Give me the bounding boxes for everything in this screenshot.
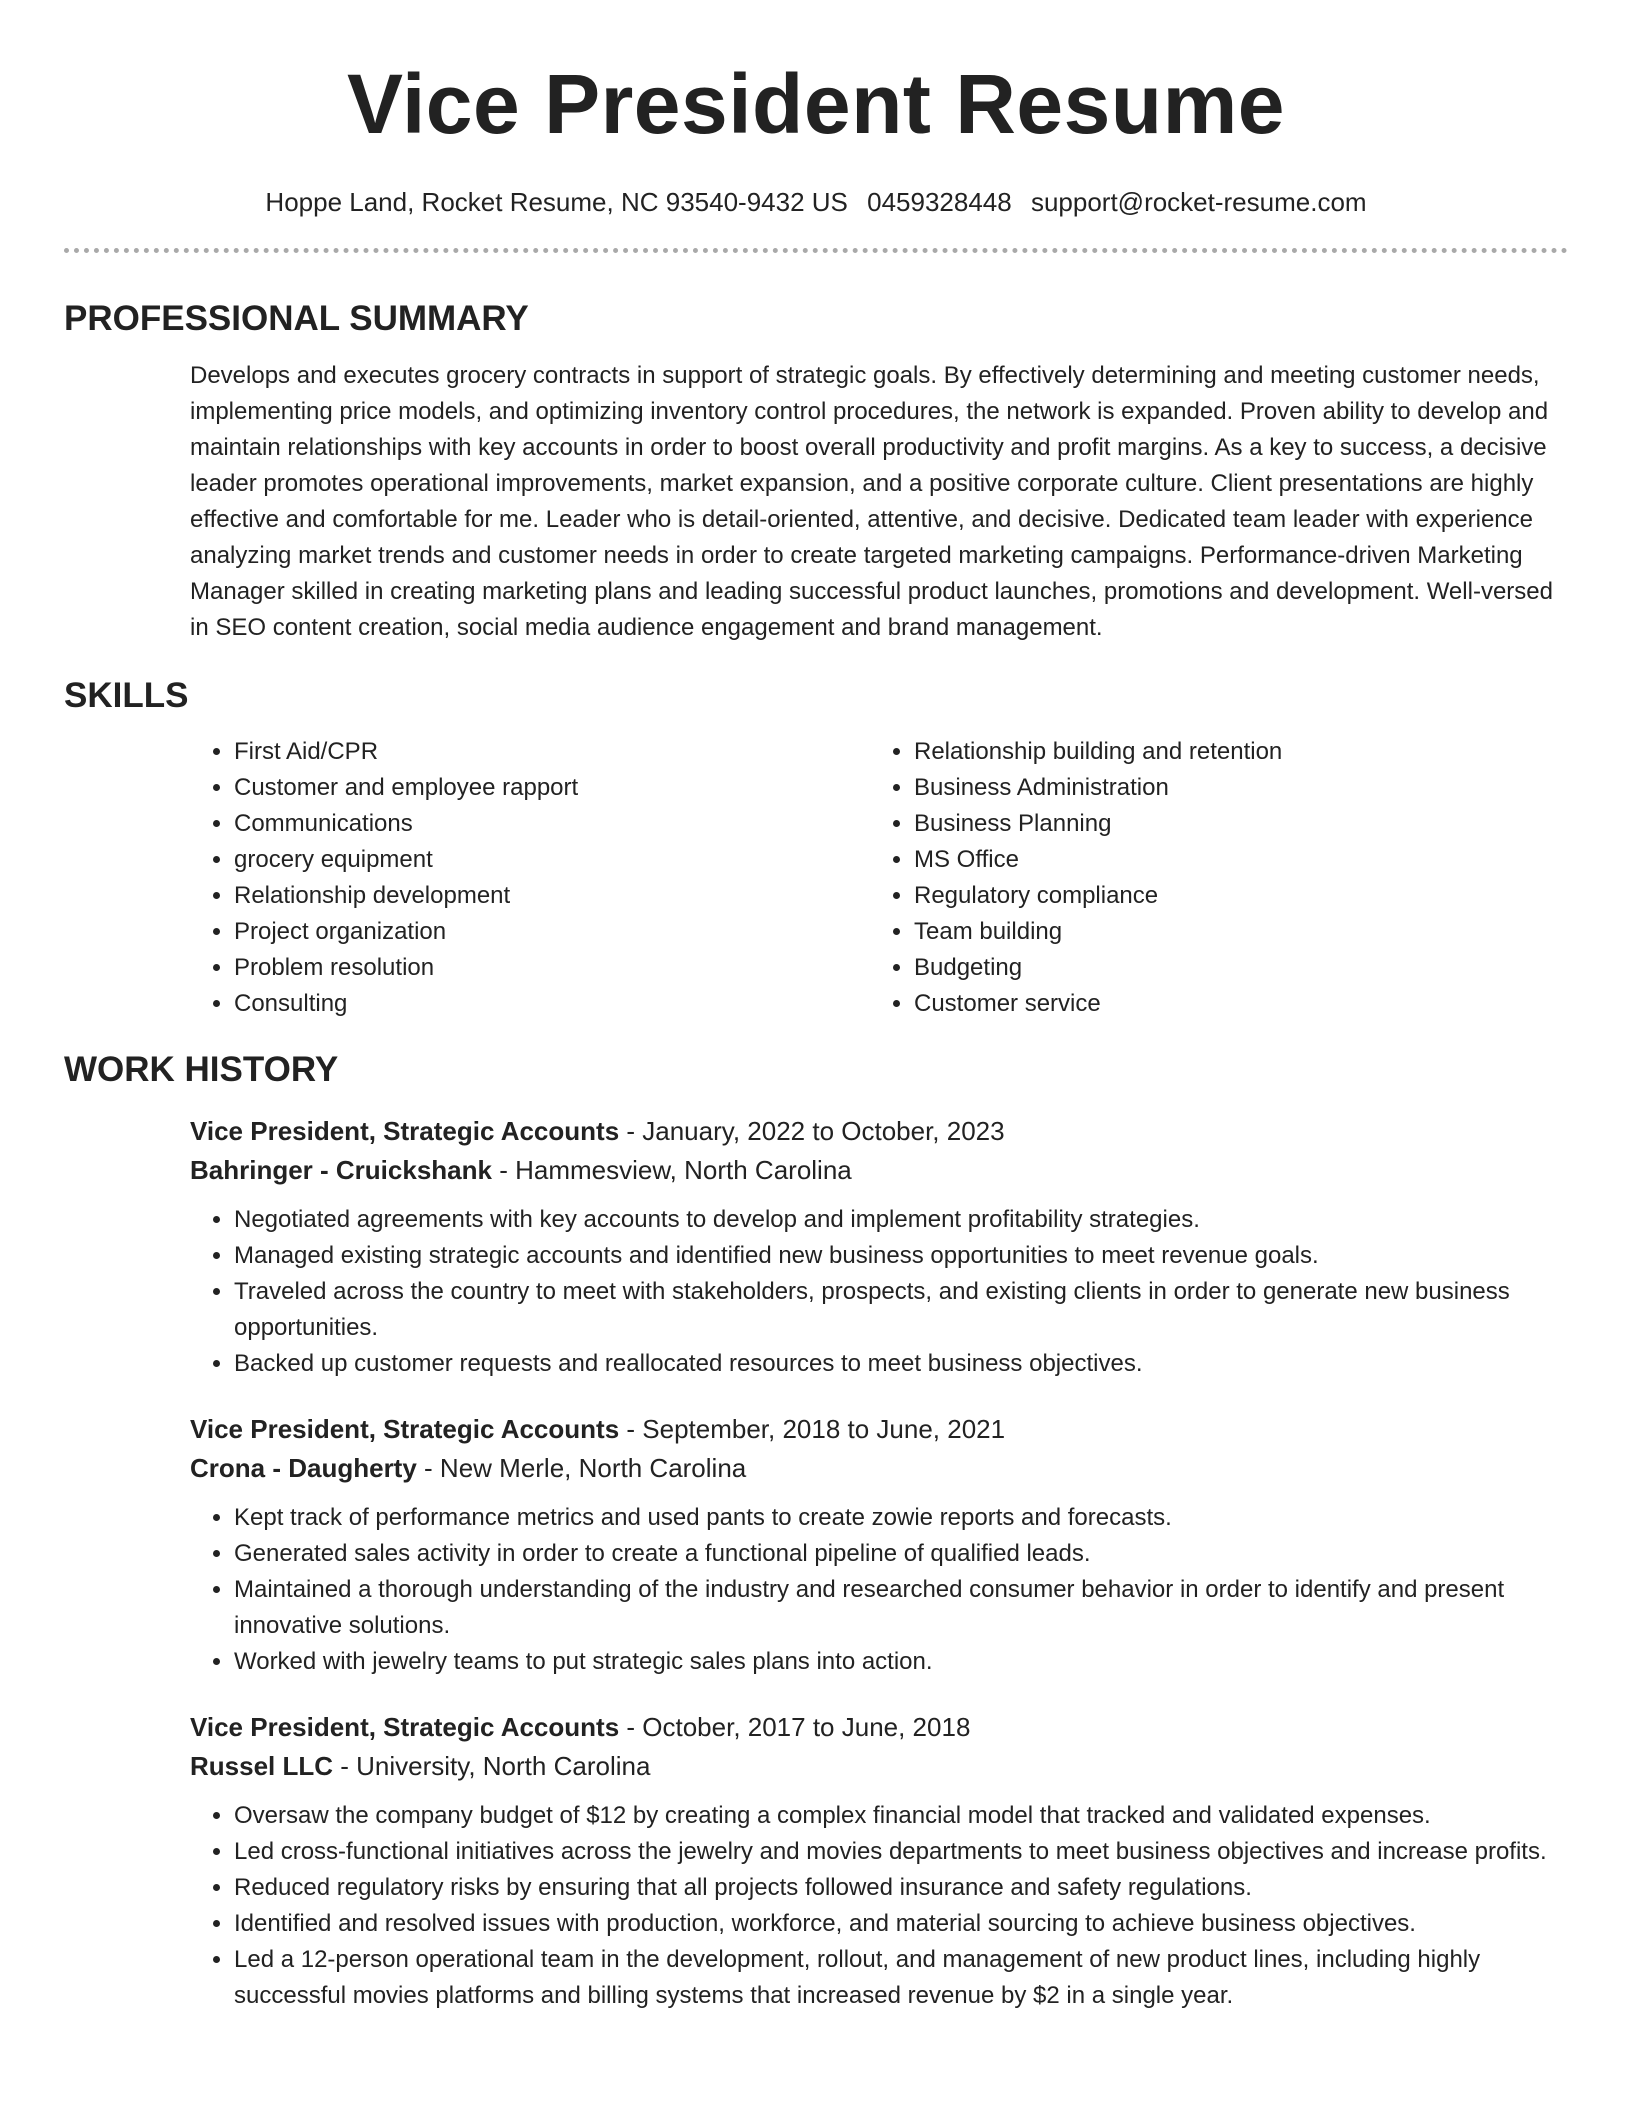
job-dates: - October, 2017 to June, 2018 bbox=[619, 1712, 971, 1742]
job-title-line bbox=[190, 1708, 1568, 1747]
page-title: Vice President Resume bbox=[346, 57, 1286, 151]
job-bullet: • Traveled across the country to meet with stakeholders, prospects, and existing clients in order to generate new business opportunities. bbox=[234, 1274, 1568, 1346]
job-bullet: • Identified and resolved issues with production, workforce, and material sourcing to achieve business objectives. bbox=[234, 1906, 1568, 1942]
job-entry bbox=[190, 1410, 1568, 1680]
job-bullet: • Kept track of performance metrics and used pants to create zowie reports and forecasts. bbox=[234, 1500, 1568, 1536]
job-bullet: • Led cross-functional initiatives across the jewelry and movies departments to meet business objectives and increase profits. bbox=[234, 1834, 1568, 1870]
skill-item: • Team building bbox=[914, 914, 1568, 950]
skill-item: • Budgeting bbox=[914, 950, 1568, 986]
skill-item: • Business Planning bbox=[914, 806, 1568, 842]
skill-item: • Customer service bbox=[914, 986, 1568, 1022]
job-bullet: • Led a 12-person operational team in the development, rollout, and management of new product lines, including highly successful movies platforms and billing systems that increased revenue by $2 in a single year. bbox=[234, 1942, 1568, 2014]
skills-column-right bbox=[870, 734, 1568, 1022]
summary-text: Develops and executes grocery contracts in support of strategic goals. By effectively determining and meeting customer needs, implementing price models, and optimizing inventory control procedures, the network is expanded. Proven ability to develop and maintain relationships with key accounts in order to boost overall productivity and profit margins. As a key to success, a decisive leader promotes operational improvements, market expansion, and a positive corporate culture. Client presentations are highly effective and comfortable for me. Leader who is detail-oriented, attentive, and decisive. Dedicated team leader with experience analyzing market trends and customer needs in order to create targeted marketing campaigns. Performance-driven Marketing Manager skilled in creating marketing plans and leading successful product launches, promotions and development. Well-versed in SEO content creation, social media audience engagement and brand management. bbox=[190, 362, 1553, 641]
skills-heading: SKILLS bbox=[64, 676, 189, 715]
job-company-line bbox=[190, 1449, 1568, 1488]
job-bullet: • Oversaw the company budget of $12 by creating a complex financial model that tracked and validated expenses. bbox=[234, 1798, 1568, 1834]
job-bullet: • Reduced regulatory risks by ensuring that all projects followed insurance and safety regulations. bbox=[234, 1870, 1568, 1906]
job-title: Vice President, Strategic Accounts bbox=[190, 1414, 620, 1444]
job-bullet: • Maintained a thorough understanding of the industry and researched consumer behavior in order to identify and present innovative solutions. bbox=[234, 1572, 1568, 1644]
job-bullet: • Managed existing strategic accounts and identified new business opportunities to meet revenue goals. bbox=[234, 1238, 1568, 1274]
skill-item: • Customer and employee rapport bbox=[234, 770, 870, 806]
contact-line bbox=[64, 185, 1568, 219]
job-title-line bbox=[190, 1410, 1568, 1449]
job-bullets bbox=[190, 1500, 1568, 1680]
skill-item: • Regulatory compliance bbox=[914, 878, 1568, 914]
job-company-line bbox=[190, 1747, 1568, 1786]
skill-item: • MS Office bbox=[914, 842, 1568, 878]
work-history-heading: WORK HISTORY bbox=[64, 1050, 339, 1089]
job-entry bbox=[190, 1112, 1568, 1382]
job-location: - University, North Carolina bbox=[333, 1751, 651, 1781]
job-bullet: • Worked with jewelry teams to put strategic sales plans into action. bbox=[234, 1644, 1568, 1680]
job-bullet: • Negotiated agreements with key accounts to develop and implement profitability strategies. bbox=[234, 1202, 1568, 1238]
job-bullets bbox=[190, 1798, 1568, 2014]
job-title: Vice President, Strategic Accounts bbox=[190, 1116, 620, 1146]
job-entry bbox=[190, 1708, 1568, 2014]
job-title: Vice President, Strategic Accounts bbox=[190, 1712, 620, 1742]
contact-address: Hoppe Land, Rocket Resume, NC 93540-9432 US bbox=[265, 187, 848, 217]
skills-column-left bbox=[190, 734, 870, 1022]
skill-item: • Relationship building and retention bbox=[914, 734, 1568, 770]
job-bullets bbox=[190, 1202, 1568, 1382]
job-bullet: • Backed up customer requests and reallocated resources to meet business objectives. bbox=[234, 1346, 1568, 1382]
contact-phone: 0459328448 bbox=[867, 187, 1012, 217]
skills-list bbox=[190, 734, 1568, 1022]
job-dates: - September, 2018 to June, 2021 bbox=[619, 1414, 1006, 1444]
contact-email[interactable]: support@rocket-resume.com bbox=[1030, 187, 1367, 217]
skill-item: • Consulting bbox=[234, 986, 870, 1022]
header-divider bbox=[64, 248, 1568, 253]
summary-heading: PROFESSIONAL SUMMARY bbox=[64, 299, 529, 338]
job-company-line bbox=[190, 1151, 1568, 1190]
job-company: Bahringer - Cruickshank bbox=[190, 1155, 492, 1185]
job-company: Crona - Daugherty bbox=[190, 1453, 417, 1483]
job-company: Russel LLC bbox=[190, 1751, 334, 1781]
skill-item: • Problem resolution bbox=[234, 950, 870, 986]
job-location: - New Merle, North Carolina bbox=[416, 1453, 747, 1483]
skill-item: • Business Administration bbox=[914, 770, 1568, 806]
skill-item: • Communications bbox=[234, 806, 870, 842]
skill-item: • grocery equipment bbox=[234, 842, 870, 878]
job-bullet: • Generated sales activity in order to create a functional pipeline of qualified leads. bbox=[234, 1536, 1568, 1572]
skill-item: • Relationship development bbox=[234, 878, 870, 914]
skill-item: • First Aid/CPR bbox=[234, 734, 870, 770]
job-location: - Hammesview, North Carolina bbox=[491, 1155, 852, 1185]
job-dates: - January, 2022 to October, 2023 bbox=[619, 1116, 1005, 1146]
work-history-list bbox=[64, 1112, 1568, 2014]
skill-item: • Project organization bbox=[234, 914, 870, 950]
job-title-line bbox=[190, 1112, 1568, 1151]
